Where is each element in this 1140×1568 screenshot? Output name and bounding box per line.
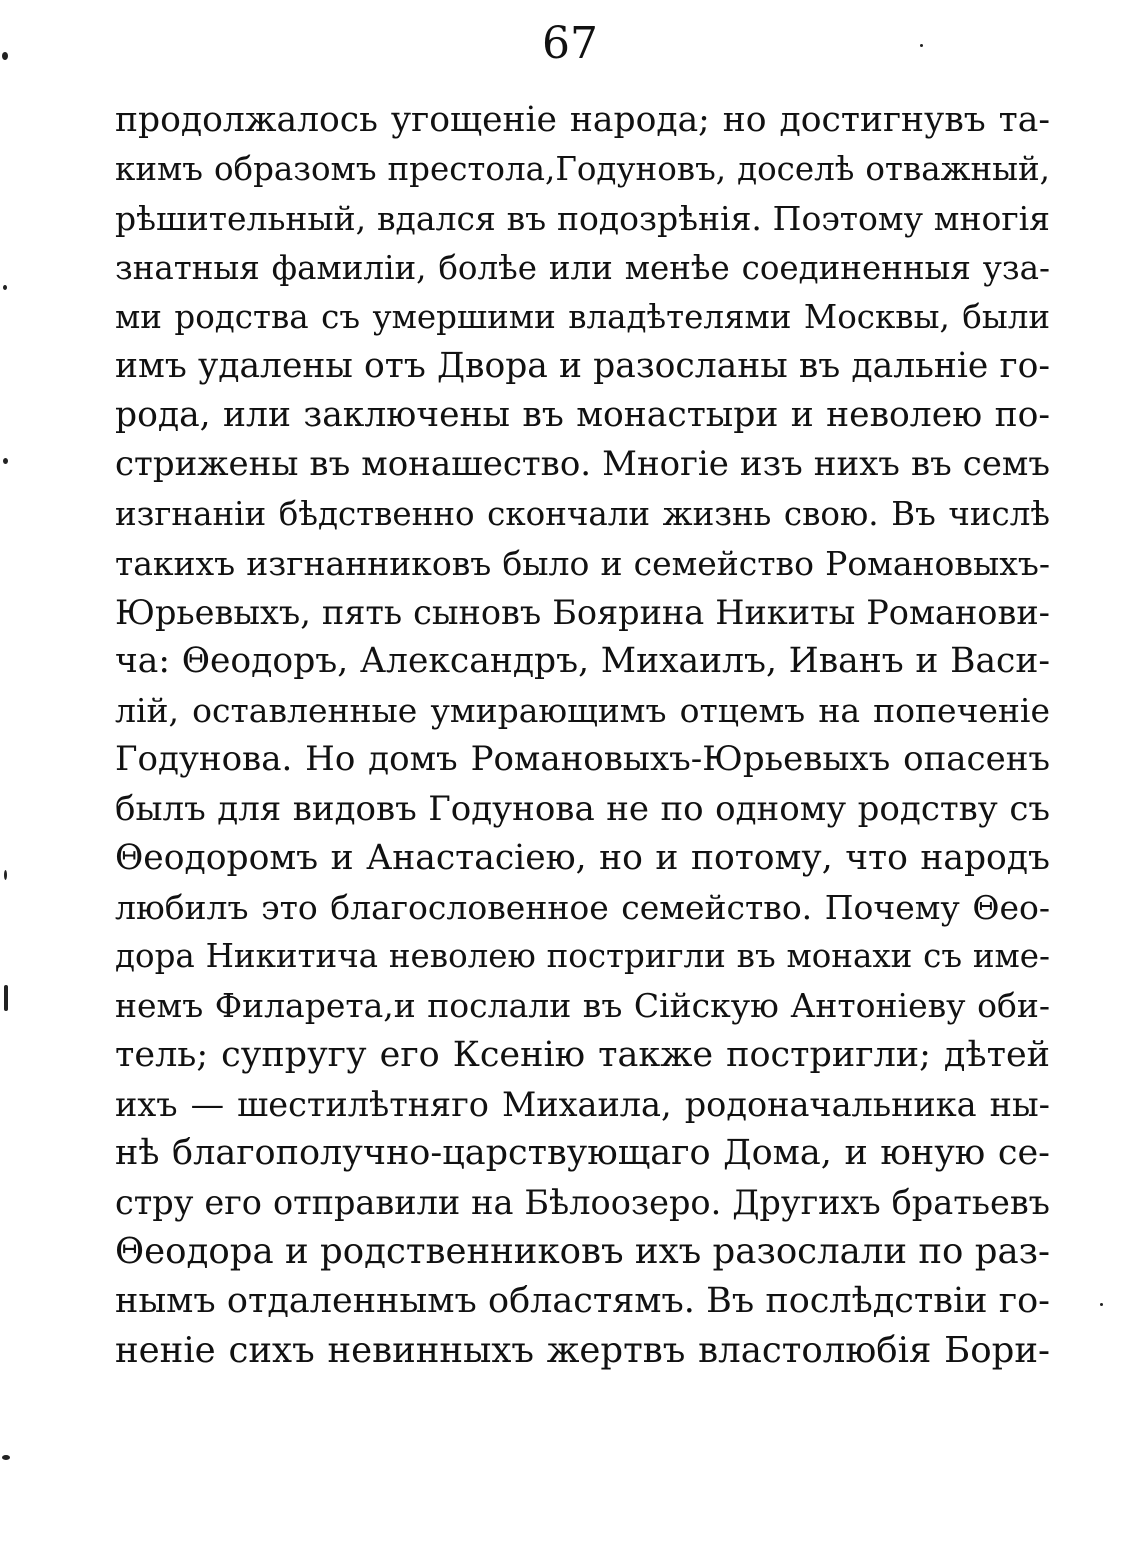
text-line: Θеодоромъ и Анастасіею, но и потому, что народъ (115, 837, 1050, 878)
text-line: стру его отправили на Бѣлоозеро. Другихъ братьевъ (115, 1183, 1050, 1223)
text-line: дора Никитича неволею постригли въ монахи съ име- (115, 937, 1050, 976)
scan-speck (4, 870, 7, 880)
text-line: кимъ образомъ престола,Годуновъ, доселѣ отважный, (115, 150, 1050, 189)
text-line: нѣ благополучно-царствующаго Дома, и юную се- (115, 1132, 1050, 1173)
text-line: немъ Филарета,и послали въ Сійскую Антоніеву оби- (115, 986, 1050, 1026)
scan-speck (2, 52, 8, 60)
text-line: изгнаніи бѣдственно скончали жизнь свою. Въ числѣ (115, 494, 1050, 533)
text-line: неніе сихъ невинныхъ жертвъ властолюбія Бори- (115, 1329, 1050, 1371)
text-line: любилъ это благословенное семейство. Почему Θео- (115, 888, 1050, 927)
text-line: ихъ — шестилѣтняго Михаила, родоначальника ны- (115, 1084, 1050, 1124)
scan-speck (920, 44, 923, 47)
text-line: Юрьевыхъ, пять сыновъ Боярина Никиты Романови- (115, 592, 1050, 632)
scan-speck (3, 285, 7, 290)
text-line: тель; супругу его Ксенію также постригли; дѣтей (115, 1034, 1050, 1075)
text-line: Θеодора и родственниковъ ихъ разослали по раз- (115, 1231, 1050, 1273)
body-text (115, 96, 1050, 1375)
text-line: лій, оставленные умирающимъ отцемъ на попеченіе (115, 691, 1050, 731)
scan-speck (2, 1455, 10, 1460)
scan-speck (1100, 1303, 1103, 1306)
text-line: былъ для видовъ Годунова не по одному родству съ (115, 788, 1050, 829)
text-line: имъ удалены отъ Двора и разосланы въ дальніе го- (115, 345, 1050, 386)
text-line: такихъ изгнанниковъ было и семейство Романовыхъ- (115, 543, 1050, 583)
text-line: знатныя фамиліи, болѣе или менѣе соединенныя уза- (115, 248, 1050, 287)
text-line: ча: Θеодоръ, Александръ, Михаилъ, Иванъ и Васи- (115, 641, 1050, 682)
text-line: Годунова. Но домъ Романовыхъ-Юрьевыхъ опасенъ (115, 739, 1050, 780)
text-line: стрижены въ монашество. Многіе изъ нихъ въ семъ (115, 444, 1050, 485)
text-line: рода, или заключены въ монастыри и неволею по- (115, 395, 1050, 436)
text-line: ми родства съ умершими владѣтелями Москвы, были (115, 297, 1050, 336)
scan-speck (4, 985, 8, 1011)
text-line: рѣшительный, вдался въ подозрѣнія. Поэтому многія (115, 199, 1050, 239)
text-line: нымъ отдаленнымъ областямъ. Въ послѣдствіи го- (115, 1280, 1050, 1321)
scan-speck (3, 458, 8, 464)
text-line: продолжалось угощеніе народа; но достигнувъ та- (115, 100, 1050, 140)
page-number: 67 (542, 18, 598, 69)
